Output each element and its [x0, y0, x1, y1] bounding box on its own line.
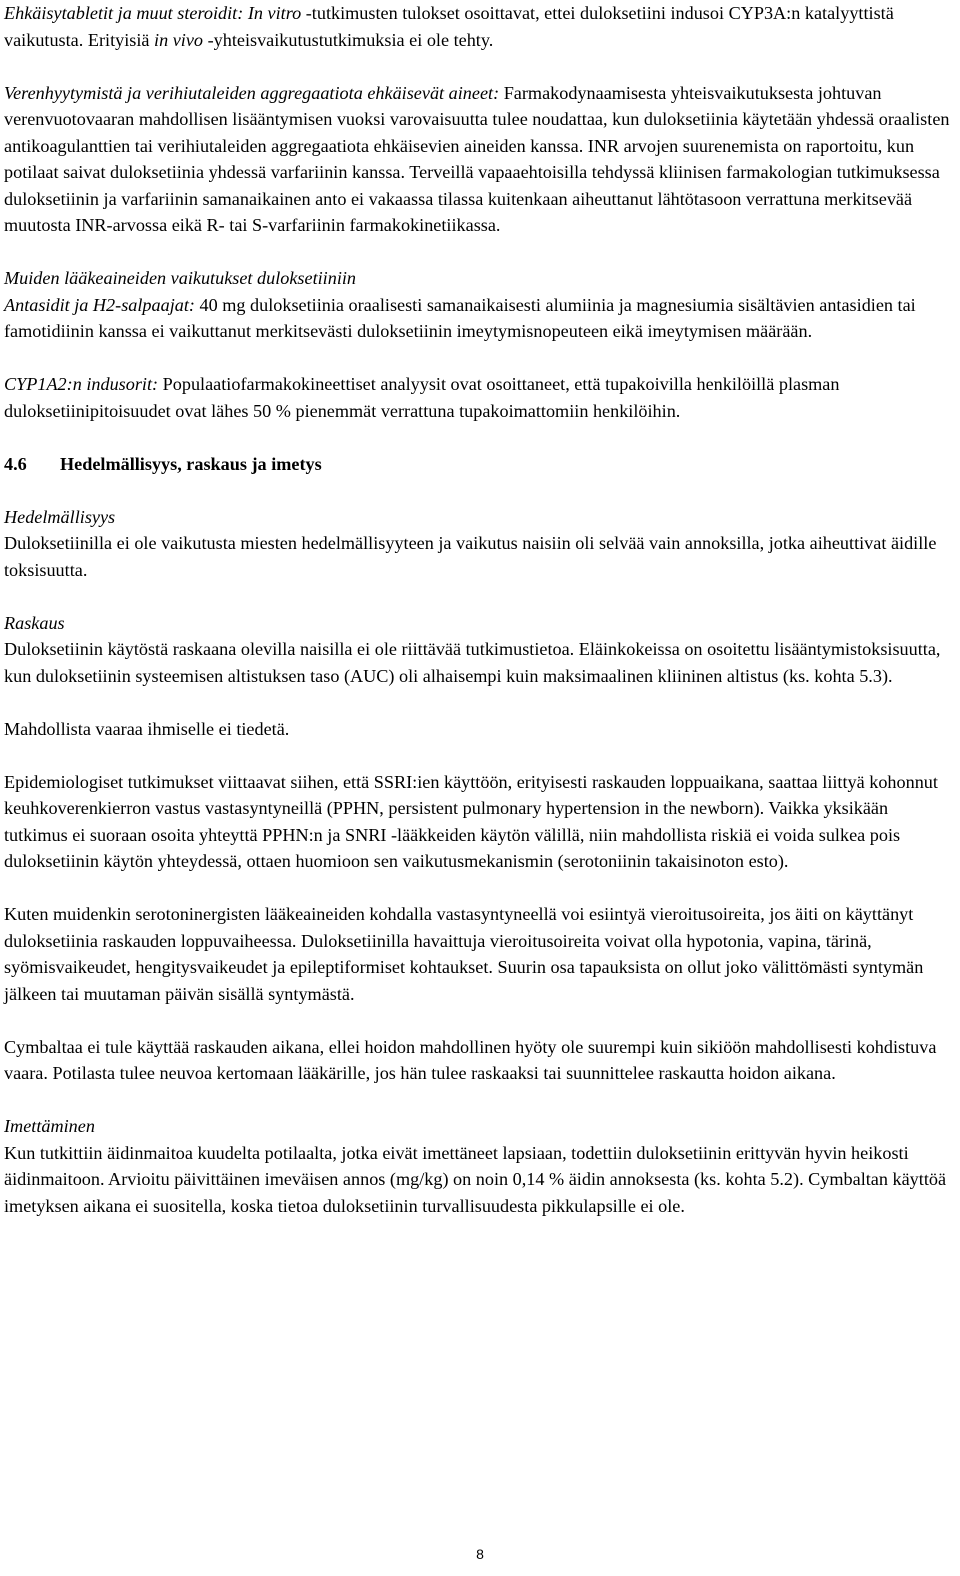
section-title: Hedelmällisyys, raskaus ja imetys	[60, 453, 322, 474]
subheading-lactation: Imettäminen	[4, 1116, 95, 1136]
italic-term: in vivo	[154, 29, 204, 50]
italic-term: CYP1A2:n indusorit:	[4, 374, 159, 394]
paragraph-lactation: Kun tutkittiin äidinmaitoa kuudelta potilaalta, jotka eivät imettäneet lapsiaan, todettiin duloksetiinin erittyvän hyvin heikosti äidinmaitoon. Arvioitu päivittäinen imeväisen annos (mg/kg) on noin 0,14 % äidin annoksesta (ks. kohta 5.2). Cymbaltan käyttöä imetyksen aikana ei suositella, koska tietoa duloksetiinin turvallisuudesta pikkulapsille ei ole.	[4, 1142, 947, 1216]
subheading-fertility: Hedelmällisyys	[4, 506, 116, 527]
paragraph-pregnancy-risk: Mahdollista vaaraa ihmiselle ei tiedetä.	[4, 718, 290, 739]
italic-term: Antasidit ja H2-salpaajat:	[4, 294, 195, 315]
paragraph-antacids: Antasidit ja H2-salpaajat: 40 mg duloksetiinia oraalisesti samanaikaisesti alumiinia ja magnesiumia sisältävien antasidien tai famotidiinin kanssa ei vaikuttanut merkitsevästi duloksetiinin imeytymisnopeuteen eikä imeytymisen määrään.	[4, 294, 916, 341]
paragraph-cyp1a2: CYP1A2:n indusorit: Populaatiofarmakokineettiset analyysit ovat osoittaneet, että tupakoivilla henkilöillä plasman duloksetiinipitoisuudet ovat lähes 50 % pienemmät verrattuna tupakoimattomiin henkilöihin.	[4, 374, 840, 421]
subheading-pregnancy: Raskaus	[4, 612, 65, 633]
paragraph-pregnancy-pphn: Epidemiologiset tutkimukset viittaavat siihen, että SSRI:ien käyttöön, erityisesti raskauden loppuaikana, saattaa liittyä kohonnut keuhkoverenkierron vastus vastasyntyneillä (PPHN, persistent pulmonary hypertension in the newborn). Vaikka yksikään tutkimus ei suoraan osoita yhteyttä PPHN:n ja SNRI -lääkkeiden käytön välillä, niin mahdollista riskiä ei voida sulkea pois duloksetiinin käytön yhteydessä, ottaen huomioon sen vaikutusmekanismin (serotoniinin takaisinoton esto).	[4, 771, 938, 871]
paragraph-fertility: Duloksetiinilla ei ole vaikutusta miesten hedelmällisyyteen ja vaikutus naisiin oli selvää vain annoksilla, jotka aiheuttivat äidille toksisuutta.	[4, 533, 937, 580]
paragraph-anticoagulants: Verenhyytymistä ja verihiutaleiden aggregaatiota ehkäisevät aineet: Farmakodynaamisesta yhteisvaikutuksesta johtuvan verenvuotovaaran mahdollisen lisääntymisen vuoksi varovaisuutta tulee noudattaa, kun duloksetiinia käytetään yhdessä oraalisten antikoagulanttien tai verihiutaleiden aggregaatiota ehkäisevien aineiden kanssa. INR arvojen suurenemista on raportoitu, kun potilaat saivat duloksetiinia yhdessä varfariinin kanssa. Terveillä vapaaehtoisilla tehdyssä kliinisen farmakologian tutkimuksessa duloksetiinin ja varfariinin samanaikainen anto ei vakaassa tilassa kuitenkaan aiheuttanut lähtötasoon verrattuna merkitsevää muutosta INR-arvossa eikä R- tai S-varfariinin farmakokinetiikassa.	[4, 82, 950, 235]
paragraph-pregnancy-withdrawal: Kuten muidenkin serotoninergisten lääkeaineiden kohdalla vastasyntyneellä voi esiintyä vieroitusoireita, jos äiti on käyttänyt duloksetiinia raskauden loppuvaiheessa. Duloksetiinilla havaittuja vieroitusoireita voivat olla hypotonia, vapina, tärinä, syömisvaikeudet, hengitysvaikeudet ja epileptiformiset kohtaukset. Suurin osa tapauksista on ollut joko välittömästi syntymän jälkeen tai muutaman päivän sisällä syntymästä.	[4, 904, 924, 1004]
paragraph-pregnancy: Duloksetiinin käytöstä raskaana olevilla naisilla ei ole riittävää tutkimustietoa. Eläinkokeissa on osoitettu lisääntymistoksisuutta, kun duloksetiinin systeemisen altistuksen taso (AUC) oli alhaisempi kuin maksimaalinen kliininen altistus (ks. kohta 5.3).	[4, 639, 941, 686]
paragraph-contraceptives: Ehkäisytabletit ja muut steroidit: In vitro -tutkimusten tulokset osoittavat, ettei duloksetiini indusoi CYP3A:n katalyyttistä vaikutusta. Erityisiä in vivo -yhteisvaikutustutkimuksia ei ole tehty.	[4, 3, 894, 50]
italic-term: Verenhyytymistä ja verihiutaleiden aggregaatiota ehkäisevät aineet:	[4, 82, 500, 103]
section-number: 4.6	[4, 453, 27, 474]
subheading-other-drugs: Muiden lääkeaineiden vaikutukset duloksetiiniin	[4, 268, 357, 288]
section-heading	[4, 451, 954, 478]
page-number: 8	[476, 1546, 484, 1562]
paragraph-pregnancy-advice: Cymbaltaa ei tule käyttää raskauden aikana, ellei hoidon mahdollinen hyöty ole suurempi kuin sikiöön mahdollisesti kohdistuva vaara. Potilasta tulee neuvoa kertomaan lääkärille, jos hän tulee raskaaksi tai suunnittelee raskautta hoidon aikana.	[4, 1036, 937, 1083]
document-page	[4, 0, 954, 1219]
italic-term: Ehkäisytabletit ja muut steroidit: In vitro	[4, 3, 302, 23]
